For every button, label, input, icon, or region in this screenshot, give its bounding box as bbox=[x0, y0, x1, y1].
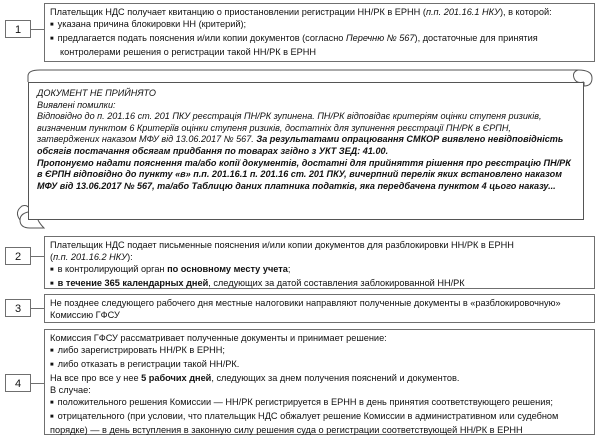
document-title: ДОКУМЕНТ НЕ ПРИЙНЯТО bbox=[37, 88, 156, 98]
document-paragraph-1-line-3: затверджених наказом МФУ від 13.06.2017 № 567. За результатами опрацювання СМКОР виявлено невідповідність bbox=[37, 134, 564, 145]
step-2-bullet-1: ■ в контролирующий орган по основному месту учета; bbox=[50, 263, 589, 277]
step-2-line-1: Плательщик НДС подает письменные пояснения и/или копии документов для разблокировки НН/РК в ЕРНН bbox=[50, 240, 514, 250]
document-paragraph-1-line-2: визначеним пунктом 6 Критеріїв оцінки ступеня ризиків, достатніх для зупинення реєстрації ПН/РК в ЄРПН, bbox=[37, 122, 511, 133]
document-paragraph-1-line-1: Відповідно до п. 201.16 ст. 201 ПКУ реєстрація ПН/РК зупинена. ПН/РК відповідає критеріям оцінки ступеня ризиків, bbox=[37, 111, 542, 122]
connector-line-2 bbox=[31, 256, 44, 257]
step-4-option-1: ■ либо зарегистрировать НН/РК в ЕРНН; bbox=[50, 344, 589, 358]
step-number-2: 2 bbox=[5, 247, 31, 265]
step-4-line-1: Комиссия ГФСУ рассматривает полученные документы и принимает решение: bbox=[50, 333, 387, 343]
step-3-line-2: Комиссию ГФСУ bbox=[50, 310, 120, 320]
step-1-bullet-1: ■ указана причина блокировки НН (критерий); bbox=[50, 18, 589, 32]
connector-line-3 bbox=[31, 308, 44, 309]
step-box-2 bbox=[44, 236, 595, 289]
document-paragraph-2-line-2: в ЄРПН відповідно до пункту «в» п.п. 201.16.1 п. 201.16 ст. 201 ПКУ, вичерпний перелік яких встановлено наказом bbox=[37, 169, 562, 180]
step-1-bullet-2: ■ предлагается подать пояснения и/или копии документов (согласно Перечню № 567), достаточные для принятия bbox=[50, 32, 589, 46]
document-paragraph-2-line-3: МФУ від 13.06.2017 № 567, та/або Таблицю даних платника податків, яка передбачена пунктом 4 цього наказу... bbox=[37, 180, 556, 191]
step-4-case-2-cont: порядке) — в день вступления в законную силу решения суда о регистрации соответствующей НН/РК в ЕРНН bbox=[50, 425, 523, 435]
step-2-line-2: (п.п. 201.16.2 НКУ): bbox=[50, 252, 133, 262]
document-rejected-notice bbox=[28, 82, 584, 220]
step-4-cases-label: В случае: bbox=[50, 385, 91, 395]
step-number-1: 1 bbox=[5, 20, 31, 38]
document-paragraph-1-line-4: обсягів постачання обсягам придбання по товарах згідно з УКТ ЗЕД: 41.00. bbox=[37, 145, 389, 156]
document-subtitle: Виявлені помилки: bbox=[37, 99, 116, 110]
step-box-4 bbox=[44, 329, 595, 435]
step-1-bullet-2-cont: контролерами решения о регистрации такой НН/РК в ЕРНН bbox=[60, 47, 317, 57]
step-4-case-1: ■ положительного решения Комиссии — НН/РК регистрируется в ЕРНН в день принятия соответствующего решения; bbox=[50, 396, 589, 410]
step-4-option-2: ■ либо отказать в регистрации такой НН/РК. bbox=[50, 358, 589, 372]
step-number-3: 3 bbox=[5, 299, 31, 317]
step-number-4: 4 bbox=[5, 374, 31, 392]
step-box-3 bbox=[44, 294, 595, 323]
step-4-deadline: На все про все у нее 5 рабочих дней, следующих за днем получения пояснений и документов. bbox=[50, 373, 460, 383]
step-3-line-1: Не позднее следующего рабочего дня местные налоговики направляют полученные документы в «разблокировочную» bbox=[50, 298, 561, 308]
document-paragraph-2-line-1: Пропонуємо надати пояснення та/або копії документів, достатні для прийняття рішення про реєстрацію ПН/РК bbox=[37, 157, 571, 168]
step-1-line-1: Плательщик НДС получает квитанцию о приостановлении регистрации НН/РК в ЕРНН (п.п. 201.16.1 НКУ), в которой: bbox=[50, 7, 552, 17]
step-2-bullet-2: ■ в течение 365 календарных дней, следующих за датой составления заблокированной НН/РК bbox=[50, 277, 589, 291]
step-4-case-2: ■ отрицательного (при условии, что плательщик НДС обжалует решение Комиссии в административном или судебном bbox=[50, 410, 589, 424]
connector-line-4 bbox=[31, 383, 44, 384]
